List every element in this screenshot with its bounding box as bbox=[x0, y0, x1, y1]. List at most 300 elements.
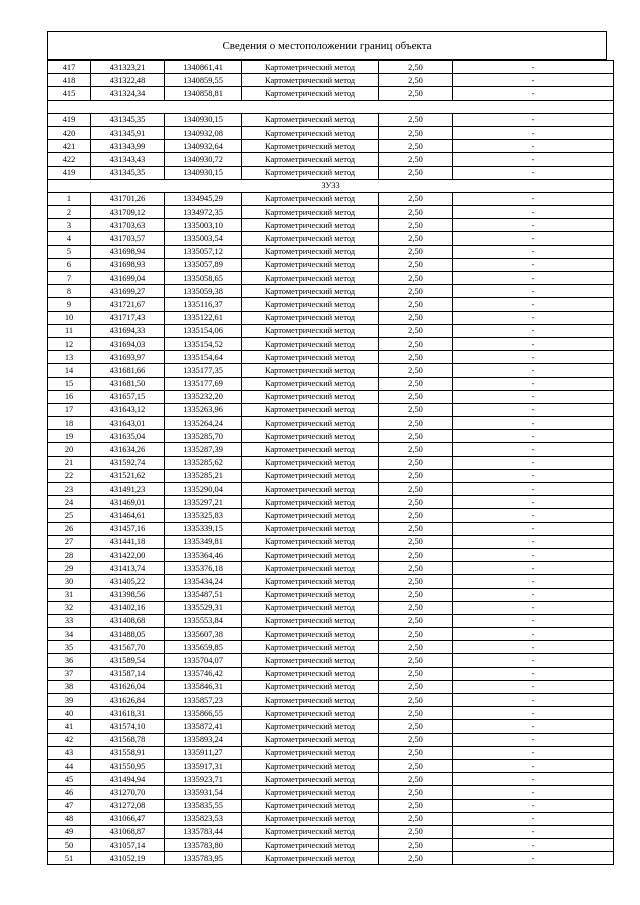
table-row bbox=[48, 483, 614, 496]
accuracy-cell: 2,50 bbox=[379, 219, 453, 232]
method-cell: Картометрический метод bbox=[242, 746, 379, 759]
coord-x-cell: 431413,74 bbox=[91, 562, 165, 575]
accuracy-cell: 2,50 bbox=[379, 166, 453, 179]
coord-y-cell: 1335823,53 bbox=[165, 812, 242, 825]
method-cell: Картометрический метод bbox=[242, 720, 379, 733]
note-cell: - bbox=[453, 298, 614, 311]
accuracy-cell: 2,50 bbox=[379, 825, 453, 838]
coord-y-cell: 1335917,31 bbox=[165, 759, 242, 772]
table-row bbox=[48, 825, 614, 838]
note-cell: - bbox=[453, 588, 614, 601]
point-number-cell: 17 bbox=[48, 403, 91, 416]
coord-x-cell: 431643,01 bbox=[91, 417, 165, 430]
note-cell: - bbox=[453, 799, 614, 812]
point-number-cell: 50 bbox=[48, 839, 91, 852]
table-row bbox=[48, 575, 614, 588]
note-cell: - bbox=[453, 654, 614, 667]
accuracy-cell: 2,50 bbox=[379, 588, 453, 601]
note-cell: - bbox=[453, 153, 614, 166]
document-title: Сведения о местоположении границ объекта bbox=[47, 31, 607, 60]
accuracy-cell: 2,50 bbox=[379, 403, 453, 416]
accuracy-cell: 2,50 bbox=[379, 694, 453, 707]
note-cell: - bbox=[453, 667, 614, 680]
point-number-cell: 14 bbox=[48, 364, 91, 377]
coord-y-cell: 1335835,55 bbox=[165, 799, 242, 812]
coord-x-cell: 431681,50 bbox=[91, 377, 165, 390]
note-cell: - bbox=[453, 456, 614, 469]
point-number-cell: 42 bbox=[48, 733, 91, 746]
coord-y-cell: 1335893,24 bbox=[165, 733, 242, 746]
coord-y-cell: 1335923,71 bbox=[165, 773, 242, 786]
note-cell: - bbox=[453, 206, 614, 219]
note-cell: - bbox=[453, 786, 614, 799]
point-number-cell: 38 bbox=[48, 680, 91, 693]
accuracy-cell: 2,50 bbox=[379, 535, 453, 548]
method-cell: Картометрический метод bbox=[242, 786, 379, 799]
note-cell: - bbox=[453, 351, 614, 364]
accuracy-cell: 2,50 bbox=[379, 575, 453, 588]
coord-y-cell: 1335339,15 bbox=[165, 522, 242, 535]
point-number-cell: 26 bbox=[48, 522, 91, 535]
point-number-cell: 31 bbox=[48, 588, 91, 601]
method-cell: Картометрический метод bbox=[242, 74, 379, 87]
coord-y-cell: 1335325,83 bbox=[165, 509, 242, 522]
coord-y-cell: 1335059,38 bbox=[165, 285, 242, 298]
coord-x-cell: 431398,56 bbox=[91, 588, 165, 601]
method-cell: Картометрический метод bbox=[242, 87, 379, 100]
accuracy-cell: 2,50 bbox=[379, 377, 453, 390]
table-row bbox=[48, 694, 614, 707]
coord-y-cell: 1335376,18 bbox=[165, 562, 242, 575]
coord-x-cell: 431441,18 bbox=[91, 535, 165, 548]
coord-x-cell: 431626,84 bbox=[91, 694, 165, 707]
point-number-cell: 25 bbox=[48, 509, 91, 522]
point-number-cell: 419 bbox=[48, 113, 91, 126]
accuracy-cell: 2,50 bbox=[379, 469, 453, 482]
point-number-cell: 21 bbox=[48, 456, 91, 469]
coord-x-cell: 431052,19 bbox=[91, 852, 165, 865]
coord-x-cell: 431592,74 bbox=[91, 456, 165, 469]
table-row bbox=[48, 509, 614, 522]
accuracy-cell: 2,50 bbox=[379, 351, 453, 364]
method-cell: Картометрический метод bbox=[242, 469, 379, 482]
accuracy-cell: 2,50 bbox=[379, 140, 453, 153]
note-cell: - bbox=[453, 469, 614, 482]
coord-y-cell: 1335154,52 bbox=[165, 337, 242, 350]
coord-x-cell: 431694,33 bbox=[91, 324, 165, 337]
blank-cell bbox=[48, 100, 614, 113]
coord-y-cell: 1335264,24 bbox=[165, 417, 242, 430]
accuracy-cell: 2,50 bbox=[379, 733, 453, 746]
method-cell: Картометрический метод bbox=[242, 825, 379, 838]
accuracy-cell: 2,50 bbox=[379, 324, 453, 337]
coord-y-cell: 1335122,61 bbox=[165, 311, 242, 324]
note-cell: - bbox=[453, 430, 614, 443]
accuracy-cell: 2,50 bbox=[379, 192, 453, 205]
method-cell: Картометрический метод bbox=[242, 430, 379, 443]
coord-y-cell: 1335285,62 bbox=[165, 456, 242, 469]
coord-x-cell: 431693,97 bbox=[91, 351, 165, 364]
accuracy-cell: 2,50 bbox=[379, 417, 453, 430]
accuracy-cell: 2,50 bbox=[379, 272, 453, 285]
method-cell: Картометрический метод bbox=[242, 324, 379, 337]
note-cell: - bbox=[453, 443, 614, 456]
table-row bbox=[48, 562, 614, 575]
method-cell: Картометрический метод bbox=[242, 153, 379, 166]
method-cell: Картометрический метод bbox=[242, 113, 379, 126]
table-row bbox=[48, 272, 614, 285]
coord-x-cell: 431698,93 bbox=[91, 258, 165, 271]
method-cell: Картометрический метод bbox=[242, 232, 379, 245]
accuracy-cell: 2,50 bbox=[379, 509, 453, 522]
method-cell: Картометрический метод bbox=[242, 654, 379, 667]
accuracy-cell: 2,50 bbox=[379, 232, 453, 245]
point-number-cell: 48 bbox=[48, 812, 91, 825]
coord-y-cell: 1340859,55 bbox=[165, 74, 242, 87]
table-row bbox=[48, 206, 614, 219]
point-number-cell: 7 bbox=[48, 272, 91, 285]
table-row bbox=[48, 746, 614, 759]
coord-x-cell: 431469,01 bbox=[91, 496, 165, 509]
accuracy-cell: 2,50 bbox=[379, 443, 453, 456]
table-row bbox=[48, 667, 614, 680]
table-row bbox=[48, 786, 614, 799]
table-row bbox=[48, 390, 614, 403]
table-row bbox=[48, 417, 614, 430]
coord-x-cell: 431322,48 bbox=[91, 74, 165, 87]
coord-y-cell: 1334945,29 bbox=[165, 192, 242, 205]
coord-y-cell: 1335434,24 bbox=[165, 575, 242, 588]
coord-y-cell: 1335232,20 bbox=[165, 390, 242, 403]
coord-x-cell: 431589,54 bbox=[91, 654, 165, 667]
coord-x-cell: 431694,03 bbox=[91, 337, 165, 350]
note-cell: - bbox=[453, 641, 614, 654]
method-cell: Картометрический метод bbox=[242, 483, 379, 496]
accuracy-cell: 2,50 bbox=[379, 74, 453, 87]
table-row bbox=[48, 311, 614, 324]
accuracy-cell: 2,50 bbox=[379, 628, 453, 641]
coord-y-cell: 1335783,44 bbox=[165, 825, 242, 838]
table-row bbox=[48, 245, 614, 258]
point-number-cell: 29 bbox=[48, 562, 91, 575]
coord-y-cell: 1335297,21 bbox=[165, 496, 242, 509]
table-row bbox=[48, 733, 614, 746]
accuracy-cell: 2,50 bbox=[379, 720, 453, 733]
coord-y-cell: 1335553,84 bbox=[165, 614, 242, 627]
accuracy-cell: 2,50 bbox=[379, 641, 453, 654]
coord-x-cell: 431057,14 bbox=[91, 839, 165, 852]
accuracy-cell: 2,50 bbox=[379, 746, 453, 759]
table-row bbox=[48, 113, 614, 126]
coord-x-cell: 431324,34 bbox=[91, 87, 165, 100]
point-number-cell: 45 bbox=[48, 773, 91, 786]
coord-x-cell: 431405,22 bbox=[91, 575, 165, 588]
note-cell: - bbox=[453, 825, 614, 838]
method-cell: Картометрический метод bbox=[242, 773, 379, 786]
coord-x-cell: 431643,12 bbox=[91, 403, 165, 416]
note-cell: - bbox=[453, 166, 614, 179]
table-row bbox=[48, 324, 614, 337]
coord-x-cell: 431068,87 bbox=[91, 825, 165, 838]
table-row bbox=[48, 614, 614, 627]
table-row bbox=[48, 456, 614, 469]
note-cell: - bbox=[453, 720, 614, 733]
table-row bbox=[48, 166, 614, 179]
table-row bbox=[48, 654, 614, 667]
note-cell: - bbox=[453, 535, 614, 548]
method-cell: Картометрический метод bbox=[242, 166, 379, 179]
note-cell: - bbox=[453, 61, 614, 74]
coord-y-cell: 1340858,81 bbox=[165, 87, 242, 100]
accuracy-cell: 2,50 bbox=[379, 799, 453, 812]
coord-x-cell: 431657,15 bbox=[91, 390, 165, 403]
method-cell: Картометрический метод bbox=[242, 641, 379, 654]
note-cell: - bbox=[453, 628, 614, 641]
method-cell: Картометрический метод bbox=[242, 285, 379, 298]
method-cell: Картометрический метод bbox=[242, 522, 379, 535]
accuracy-cell: 2,50 bbox=[379, 311, 453, 324]
table-row bbox=[48, 773, 614, 786]
method-cell: Картометрический метод bbox=[242, 588, 379, 601]
coord-x-cell: 431457,16 bbox=[91, 522, 165, 535]
accuracy-cell: 2,50 bbox=[379, 522, 453, 535]
table-row bbox=[48, 469, 614, 482]
point-number-cell: 417 bbox=[48, 61, 91, 74]
coord-x-cell: 431567,70 bbox=[91, 641, 165, 654]
point-number-cell: 49 bbox=[48, 825, 91, 838]
accuracy-cell: 2,50 bbox=[379, 786, 453, 799]
accuracy-cell: 2,50 bbox=[379, 245, 453, 258]
table-row bbox=[48, 548, 614, 561]
accuracy-cell: 2,50 bbox=[379, 707, 453, 720]
accuracy-cell: 2,50 bbox=[379, 614, 453, 627]
accuracy-cell: 2,50 bbox=[379, 430, 453, 443]
method-cell: Картометрический метод bbox=[242, 337, 379, 350]
method-cell: Картометрический метод bbox=[242, 258, 379, 271]
note-cell: - bbox=[453, 746, 614, 759]
point-number-cell: 24 bbox=[48, 496, 91, 509]
accuracy-cell: 2,50 bbox=[379, 390, 453, 403]
coord-y-cell: 1335349,81 bbox=[165, 535, 242, 548]
coord-x-cell: 431574,10 bbox=[91, 720, 165, 733]
coord-y-cell: 1335746,42 bbox=[165, 667, 242, 680]
point-number-cell: 18 bbox=[48, 417, 91, 430]
point-number-cell: 3 bbox=[48, 219, 91, 232]
method-cell: Картометрический метод bbox=[242, 759, 379, 772]
method-cell: Картометрический метод bbox=[242, 614, 379, 627]
method-cell: Картометрический метод bbox=[242, 456, 379, 469]
table-row bbox=[48, 759, 614, 772]
accuracy-cell: 2,50 bbox=[379, 206, 453, 219]
coord-x-cell: 431270,70 bbox=[91, 786, 165, 799]
table-row bbox=[48, 232, 614, 245]
method-cell: Картометрический метод bbox=[242, 799, 379, 812]
note-cell: - bbox=[453, 707, 614, 720]
accuracy-cell: 2,50 bbox=[379, 773, 453, 786]
coord-x-cell: 431345,35 bbox=[91, 166, 165, 179]
method-cell: Картометрический метод bbox=[242, 364, 379, 377]
accuracy-cell: 2,50 bbox=[379, 839, 453, 852]
note-cell: - bbox=[453, 601, 614, 614]
coord-y-cell: 1335263,96 bbox=[165, 403, 242, 416]
coord-y-cell: 1335177,69 bbox=[165, 377, 242, 390]
coord-x-cell: 431408,68 bbox=[91, 614, 165, 627]
point-number-cell: 12 bbox=[48, 337, 91, 350]
table-row bbox=[48, 522, 614, 535]
point-number-cell: 22 bbox=[48, 469, 91, 482]
accuracy-cell: 2,50 bbox=[379, 258, 453, 271]
method-cell: Картометрический метод bbox=[242, 403, 379, 416]
accuracy-cell: 2,50 bbox=[379, 852, 453, 865]
coord-y-cell: 1335659,85 bbox=[165, 641, 242, 654]
coord-y-cell: 1335287,39 bbox=[165, 443, 242, 456]
coord-y-cell: 1340861,41 bbox=[165, 61, 242, 74]
table-row bbox=[48, 496, 614, 509]
table-row bbox=[48, 337, 614, 350]
method-cell: Картометрический метод bbox=[242, 351, 379, 364]
coordinates-table bbox=[47, 60, 614, 865]
coord-x-cell: 431558,91 bbox=[91, 746, 165, 759]
coord-y-cell: 1335783,95 bbox=[165, 852, 242, 865]
table-row bbox=[48, 628, 614, 641]
point-number-cell: 46 bbox=[48, 786, 91, 799]
accuracy-cell: 2,50 bbox=[379, 61, 453, 74]
coord-x-cell: 431626,04 bbox=[91, 680, 165, 693]
coord-y-cell: 1340930,72 bbox=[165, 153, 242, 166]
coord-x-cell: 431721,67 bbox=[91, 298, 165, 311]
note-cell: - bbox=[453, 140, 614, 153]
note-cell: - bbox=[453, 245, 614, 258]
accuracy-cell: 2,50 bbox=[379, 562, 453, 575]
method-cell: Картометрический метод bbox=[242, 601, 379, 614]
coord-y-cell: 1335057,12 bbox=[165, 245, 242, 258]
coord-x-cell: 431464,61 bbox=[91, 509, 165, 522]
coord-x-cell: 431343,99 bbox=[91, 140, 165, 153]
table-row bbox=[48, 680, 614, 693]
note-cell: - bbox=[453, 417, 614, 430]
table-row bbox=[48, 74, 614, 87]
method-cell: Картометрический метод bbox=[242, 628, 379, 641]
point-number-cell: 40 bbox=[48, 707, 91, 720]
point-number-cell: 27 bbox=[48, 535, 91, 548]
coord-y-cell: 1340930,15 bbox=[165, 166, 242, 179]
point-number-cell: 8 bbox=[48, 285, 91, 298]
coord-x-cell: 431699,04 bbox=[91, 272, 165, 285]
method-cell: Картометрический метод bbox=[242, 509, 379, 522]
table-row bbox=[48, 812, 614, 825]
table-row bbox=[48, 192, 614, 205]
table-row bbox=[48, 403, 614, 416]
coord-x-cell: 431343,43 bbox=[91, 153, 165, 166]
note-cell: - bbox=[453, 390, 614, 403]
method-cell: Картометрический метод bbox=[242, 311, 379, 324]
note-cell: - bbox=[453, 113, 614, 126]
method-cell: Картометрический метод bbox=[242, 575, 379, 588]
coord-y-cell: 1335857,23 bbox=[165, 694, 242, 707]
point-number-cell: 9 bbox=[48, 298, 91, 311]
accuracy-cell: 2,50 bbox=[379, 456, 453, 469]
coord-y-cell: 1335704,07 bbox=[165, 654, 242, 667]
coord-y-cell: 1335846,31 bbox=[165, 680, 242, 693]
coord-x-cell: 431698,94 bbox=[91, 245, 165, 258]
coord-x-cell: 431323,21 bbox=[91, 61, 165, 74]
method-cell: Картометрический метод bbox=[242, 192, 379, 205]
accuracy-cell: 2,50 bbox=[379, 126, 453, 139]
note-cell: - bbox=[453, 219, 614, 232]
note-cell: - bbox=[453, 522, 614, 535]
method-cell: Картометрический метод bbox=[242, 377, 379, 390]
coord-y-cell: 1335154,64 bbox=[165, 351, 242, 364]
coord-x-cell: 431634,26 bbox=[91, 443, 165, 456]
accuracy-cell: 2,50 bbox=[379, 496, 453, 509]
coord-y-cell: 1340932,64 bbox=[165, 140, 242, 153]
note-cell: - bbox=[453, 575, 614, 588]
point-number-cell: 20 bbox=[48, 443, 91, 456]
note-cell: - bbox=[453, 812, 614, 825]
coord-x-cell: 431066,47 bbox=[91, 812, 165, 825]
point-number-cell: 15 bbox=[48, 377, 91, 390]
note-cell: - bbox=[453, 562, 614, 575]
section-row bbox=[48, 179, 614, 192]
point-number-cell: 415 bbox=[48, 87, 91, 100]
note-cell: - bbox=[453, 509, 614, 522]
point-number-cell: 10 bbox=[48, 311, 91, 324]
note-cell: - bbox=[453, 773, 614, 786]
method-cell: Картометрический метод bbox=[242, 390, 379, 403]
coord-y-cell: 1335872,41 bbox=[165, 720, 242, 733]
table-row bbox=[48, 61, 614, 74]
accuracy-cell: 2,50 bbox=[379, 153, 453, 166]
note-cell: - bbox=[453, 377, 614, 390]
table-row bbox=[48, 707, 614, 720]
coord-y-cell: 1335364,46 bbox=[165, 548, 242, 561]
blank-row bbox=[48, 100, 614, 113]
point-number-cell: 13 bbox=[48, 351, 91, 364]
point-number-cell: 28 bbox=[48, 548, 91, 561]
point-number-cell: 33 bbox=[48, 614, 91, 627]
coord-x-cell: 431699,27 bbox=[91, 285, 165, 298]
point-number-cell: 35 bbox=[48, 641, 91, 654]
method-cell: Картометрический метод bbox=[242, 680, 379, 693]
point-number-cell: 44 bbox=[48, 759, 91, 772]
point-number-cell: 47 bbox=[48, 799, 91, 812]
table-row bbox=[48, 601, 614, 614]
method-cell: Картометрический метод bbox=[242, 206, 379, 219]
coord-y-cell: 1335057,89 bbox=[165, 258, 242, 271]
method-cell: Картометрический метод bbox=[242, 245, 379, 258]
point-number-cell: 43 bbox=[48, 746, 91, 759]
accuracy-cell: 2,50 bbox=[379, 483, 453, 496]
coord-y-cell: 1335931,54 bbox=[165, 786, 242, 799]
table-row bbox=[48, 720, 614, 733]
method-cell: Картометрический метод bbox=[242, 496, 379, 509]
point-number-cell: 16 bbox=[48, 390, 91, 403]
accuracy-cell: 2,50 bbox=[379, 548, 453, 561]
note-cell: - bbox=[453, 272, 614, 285]
coord-x-cell: 431550,95 bbox=[91, 759, 165, 772]
coord-x-cell: 431521,62 bbox=[91, 469, 165, 482]
point-number-cell: 23 bbox=[48, 483, 91, 496]
coord-x-cell: 431681,66 bbox=[91, 364, 165, 377]
point-number-cell: 32 bbox=[48, 601, 91, 614]
method-cell: Картометрический метод bbox=[242, 417, 379, 430]
note-cell: - bbox=[453, 483, 614, 496]
method-cell: Картометрический метод bbox=[242, 667, 379, 680]
coord-y-cell: 1335003,54 bbox=[165, 232, 242, 245]
point-number-cell: 51 bbox=[48, 852, 91, 865]
note-cell: - bbox=[453, 839, 614, 852]
table-row bbox=[48, 285, 614, 298]
